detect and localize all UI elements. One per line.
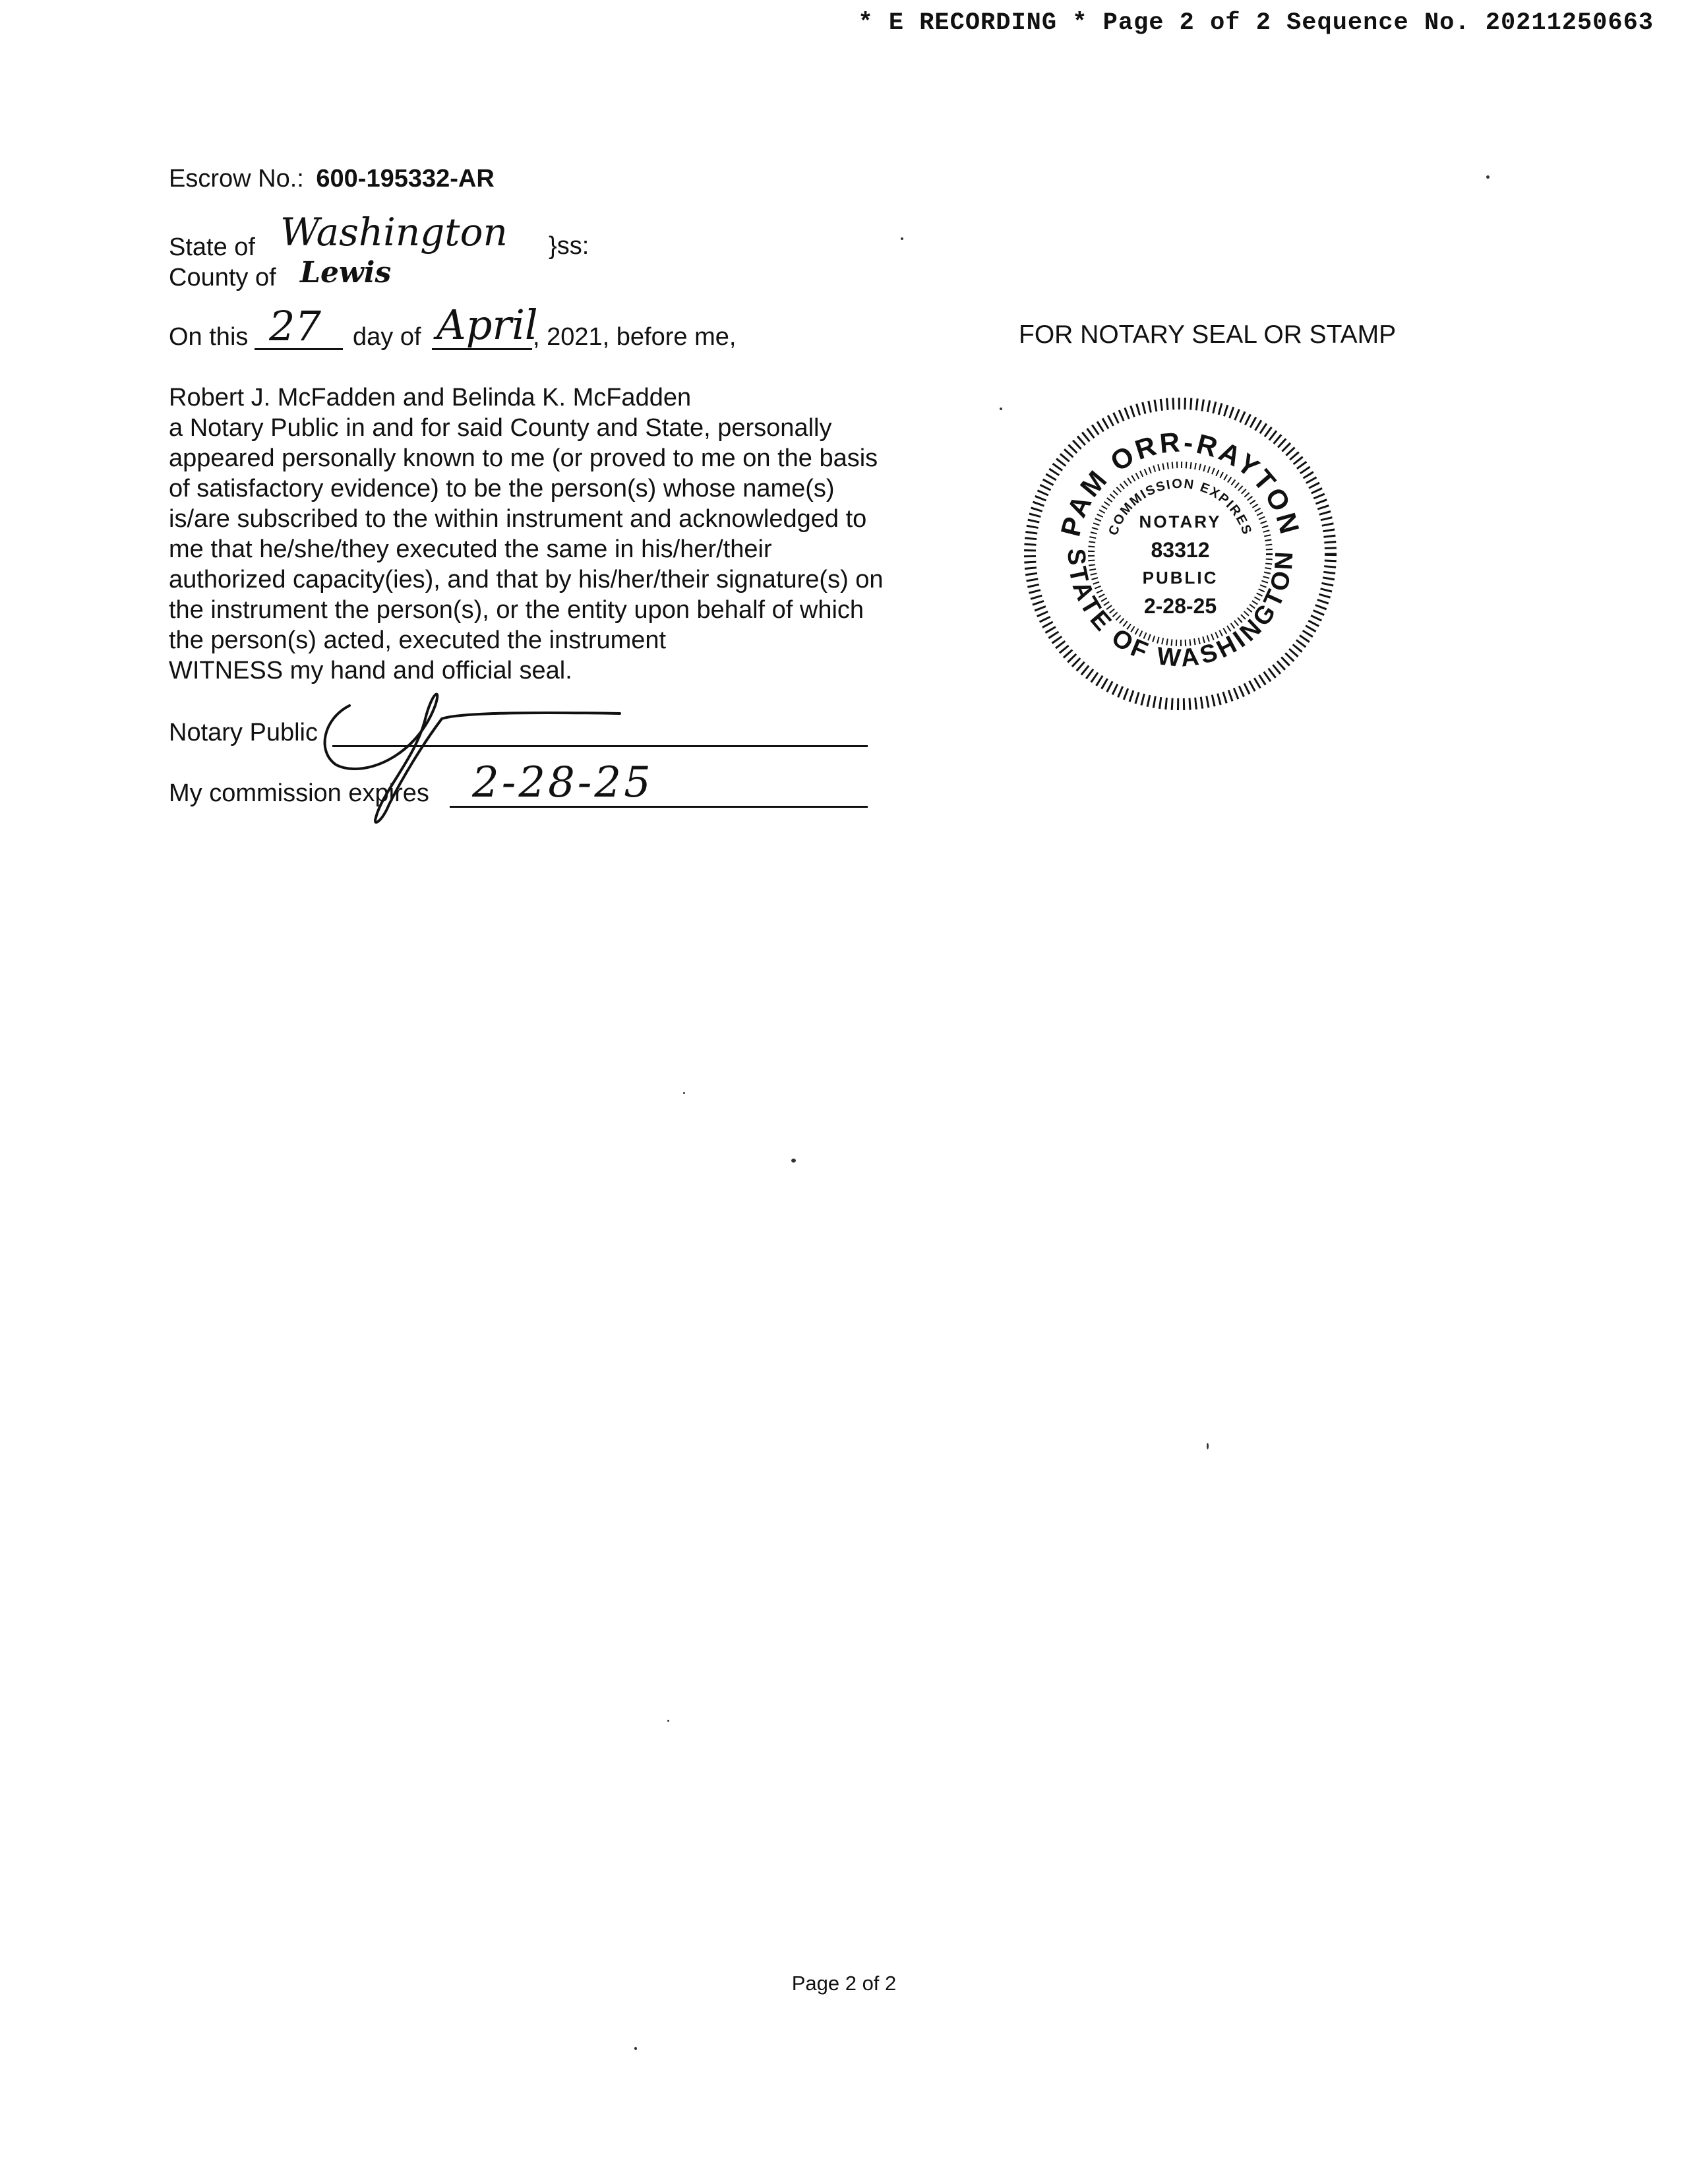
recording-header: * E RECORDING * Page 2 of 2 Sequence No. 20211250663 bbox=[858, 9, 1654, 37]
county-label: County of bbox=[169, 264, 276, 291]
scan-speck bbox=[667, 1720, 669, 1722]
seal-notary: NOTARY bbox=[1139, 512, 1222, 531]
county-handwritten: Lewis bbox=[300, 256, 392, 289]
seal-heading: FOR NOTARY SEAL OR STAMP bbox=[1019, 320, 1397, 349]
ack-line: is/are subscribed to the within instrument and acknowledged to bbox=[169, 505, 867, 533]
county-line bbox=[169, 262, 276, 293]
ack-line: authorized capacity(ies), and that by his/her/their signature(s) on bbox=[169, 566, 884, 593]
signer-names: Robert J. McFadden and Belinda K. McFadden bbox=[169, 384, 692, 411]
commission-label: My commission expires bbox=[169, 779, 429, 807]
notary-seal bbox=[1015, 389, 1345, 719]
state-handwritten: Washington bbox=[280, 210, 508, 255]
scan-speck bbox=[791, 1159, 796, 1163]
commission-handwritten: 2-28-25 bbox=[472, 758, 653, 807]
state-line bbox=[169, 232, 255, 262]
seal-public: PUBLIC bbox=[1142, 568, 1219, 588]
day-handwritten: 27 bbox=[269, 302, 321, 350]
notary-public-label: Notary Public bbox=[169, 719, 318, 746]
scan-speck bbox=[901, 237, 903, 240]
ack-line: appeared personally known to me (or proved to me on the basis bbox=[169, 444, 878, 472]
scan-speck bbox=[1000, 408, 1002, 410]
escrow-number: 600-195332-AR bbox=[316, 165, 495, 193]
state-label: State of bbox=[169, 233, 255, 261]
ss-marker: }ss: bbox=[549, 232, 589, 260]
ack-line: a Notary Public in and for said County and State, personally bbox=[169, 414, 832, 442]
ack-line: me that he/she/they executed the same in his/her/their bbox=[169, 535, 772, 563]
seal-number: 83312 bbox=[1151, 538, 1210, 562]
date-suffix: , 2021, before me, bbox=[533, 323, 737, 351]
day-of-label: day of bbox=[353, 323, 421, 351]
scan-speck bbox=[1486, 175, 1490, 179]
page-number: Page 2 of 2 bbox=[791, 1972, 897, 1995]
seal-expires: 2-28-25 bbox=[1143, 594, 1217, 618]
escrow-line bbox=[169, 164, 495, 194]
ack-line: the instrument the person(s), or the entity upon behalf of which bbox=[169, 596, 864, 624]
seal-state: STATE OF WASHINGTON bbox=[1062, 547, 1299, 673]
ack-line: of satisfactory evidence) to be the person(s) whose name(s) bbox=[169, 475, 835, 502]
scan-speck bbox=[1207, 1443, 1209, 1449]
witness-line: WITNESS my hand and official seal. bbox=[169, 657, 572, 684]
seal-commission-text: COMMISSION EXPIRES bbox=[1106, 476, 1255, 537]
seal-name: PAM ORR-RAYTON bbox=[1054, 426, 1306, 539]
escrow-label: Escrow No.: bbox=[169, 165, 304, 193]
scan-speck bbox=[634, 2047, 637, 2050]
acknowledgment-block bbox=[169, 382, 960, 686]
date-prefix: On this bbox=[169, 323, 249, 351]
month-handwritten: April bbox=[437, 301, 538, 349]
ack-line: the person(s) acted, executed the instrument bbox=[169, 626, 667, 654]
scan-speck bbox=[683, 1092, 685, 1094]
